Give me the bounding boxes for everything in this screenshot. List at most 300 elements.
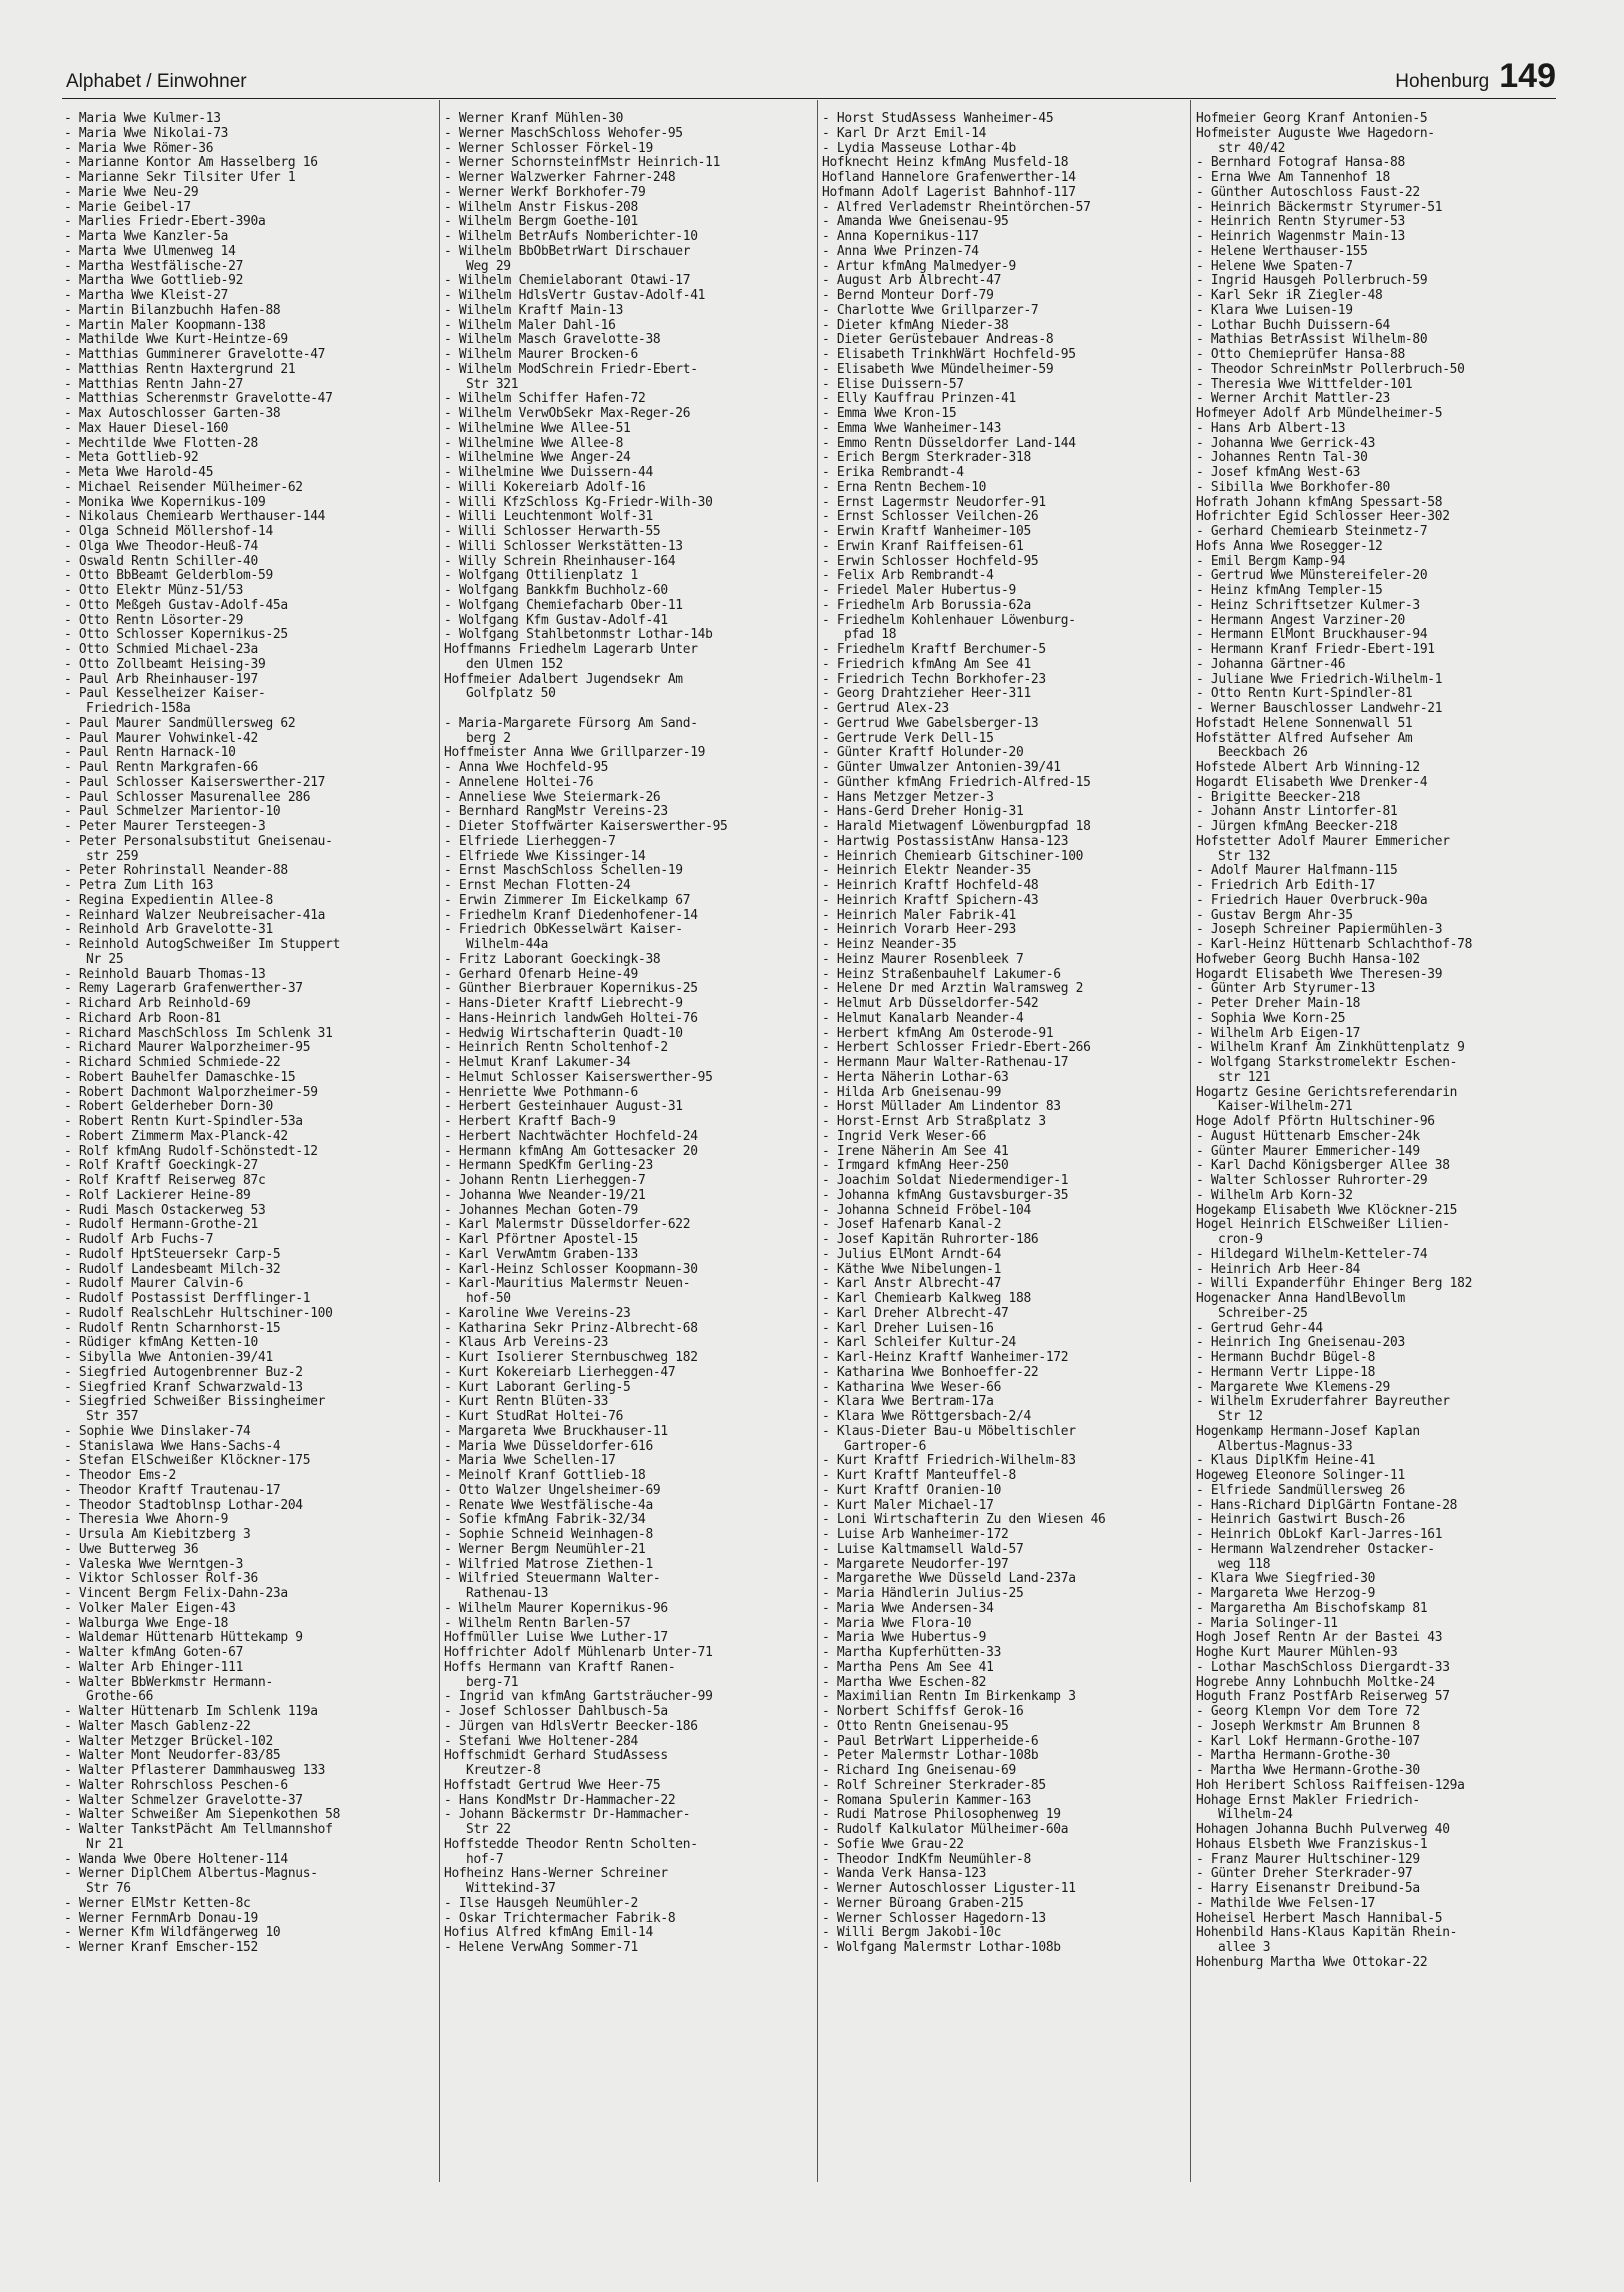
directory-entry: - Volker Maler Eigen-43 xyxy=(64,1601,236,1616)
directory-entry: - Heinrich Bäckermstr Styrumer-51 xyxy=(1196,200,1443,215)
directory-entry: Hoffschmidt Gerhard StudAssess xyxy=(444,1749,668,1764)
directory-entry: - Helene Wwe Spaten-7 xyxy=(1196,259,1353,274)
directory-entry: - Adolf Maurer Halfmann-115 xyxy=(1196,864,1398,879)
entry-column-4 xyxy=(1196,112,1562,1971)
directory-entry: - Werner Archit Mattler-23 xyxy=(1196,392,1390,407)
directory-entry: - Marta Wwe Ulmenweg 14 xyxy=(64,244,236,259)
directory-entry: - Hilda Arb Gneisenau-99 xyxy=(822,1085,1002,1100)
directory-entry: - Wolfgang Kfm Gustav-Adolf-41 xyxy=(444,613,668,628)
directory-entry: - Wanda Wwe Obere Holtener-114 xyxy=(64,1852,288,1867)
directory-entry: - Wilhelm Kraftf Main-13 xyxy=(444,303,624,318)
directory-entry: - Günther Autoschloss Faust-22 xyxy=(1196,185,1420,200)
directory-entry: - Wanda Verk Hansa-123 xyxy=(822,1867,987,1882)
directory-entry: - Julius ElMont Arndt-64 xyxy=(822,1247,1002,1262)
directory-entry: - Richard Ing Gneisenau-69 xyxy=(822,1764,1016,1778)
directory-entry: - Rudolf Maurer Calvin-6 xyxy=(64,1277,244,1292)
page-header xyxy=(62,58,1556,99)
directory-entry: - Herbert kfmAng Am Osterode-91 xyxy=(822,1026,1054,1041)
directory-entry: - Wilhelm Maler Dahl-16 xyxy=(444,318,616,333)
directory-entry: - Maximilian Rentn Im Birkenkamp 3 xyxy=(822,1690,1076,1705)
directory-entry: - Johann Anstr Lintorfer-81 xyxy=(1196,805,1398,820)
directory-entry: - Helmut Kranf Lakumer-34 xyxy=(444,1056,631,1070)
directory-entry: Hofs Anna Wwe Rosegger-12 xyxy=(1196,539,1383,554)
directory-entry: - Mathias BetrAssist Wilhelm-80 xyxy=(1196,333,1428,348)
directory-entry: - Friedrich Hauer Overbruck-90a xyxy=(1196,893,1428,908)
directory-entry: - Erwin Kranf Raiffeisen-61 xyxy=(822,539,1024,554)
entry-continuation: berg-71 xyxy=(466,1675,519,1690)
directory-entry: - Hermann Kranf Friedr-Ebert-191 xyxy=(1196,643,1435,657)
directory-entry: - Harald Mietwagenf Löwenburgpfad 18 xyxy=(822,820,1091,834)
directory-entry: Hogenkamp Hermann-Josef Kaplan xyxy=(1196,1424,1420,1439)
directory-entry: - Heinrich Vorarb Heer-293 xyxy=(822,923,1016,938)
directory-entry: - Rudolf Hermann-Grothe-21 xyxy=(64,1218,258,1233)
directory-entry: - Klara Wwe Luisen-19 xyxy=(1196,303,1353,318)
directory-entry: - Theodor Ems-2 xyxy=(64,1469,176,1483)
column-divider xyxy=(817,100,818,2182)
directory-entry: - Ingrid Hausgeh Pollerbruch-59 xyxy=(1196,274,1428,289)
directory-entry: - Hermann Angest Varziner-20 xyxy=(1196,613,1405,628)
directory-entry: - Theodor SchreinMstr Pollerbruch-50 xyxy=(1196,362,1465,377)
directory-entry: - Emma Wwe Wanheimer-143 xyxy=(822,421,1002,436)
directory-entry: - Wilhelm Masch Gravelotte-38 xyxy=(444,333,661,348)
directory-entry: - Martha Wwe Kleist-27 xyxy=(64,289,229,303)
directory-entry: - Gertrud Alex-23 xyxy=(822,702,949,716)
entry-continuation: Nr 21 xyxy=(86,1837,124,1852)
entry-continuation: hof-7 xyxy=(466,1852,504,1867)
directory-entry: - Herbert Nachtwächter Hochfeld-24 xyxy=(444,1129,698,1144)
directory-entry: - Vincent Bergm Felix-Dahn-23a xyxy=(64,1587,288,1601)
directory-entry: - Rudolf Kalkulator Mülheimer-60a xyxy=(822,1823,1069,1837)
directory-entry: - Peter Dreher Main-18 xyxy=(1196,997,1361,1011)
directory-entry: - Erwin Schlosser Hochfeld-95 xyxy=(822,554,1039,569)
entry-continuation: cron-9 xyxy=(1218,1233,1263,1247)
directory-entry: - Rudolf RealschLehr Hultschiner-100 xyxy=(64,1306,333,1321)
directory-entry: - Horst-Ernst Arb Straßplatz 3 xyxy=(822,1115,1046,1129)
directory-entry: - Katharina Sekr Prinz-Albrecht-68 xyxy=(444,1321,698,1336)
directory-entry: - Karl Anstr Albrecht-47 xyxy=(822,1277,1002,1292)
directory-entry: - Walter Arb Ehinger-111 xyxy=(64,1660,244,1675)
directory-entry: - Johanna Gärtner-46 xyxy=(1196,657,1346,672)
directory-entry: - Theodor Kraftf Trautenau-17 xyxy=(64,1483,281,1498)
directory-entry: - Max Hauer Diesel-160 xyxy=(64,421,229,436)
directory-entry: - Margarethe Wwe Düsseld Land-237a xyxy=(822,1572,1076,1587)
directory-entry: - Gertrud Wwe Gabelsberger-13 xyxy=(822,716,1039,731)
directory-entry: - Mathilde Wwe Felsen-17 xyxy=(1196,1896,1376,1911)
directory-entry: Hogenacker Anna HandlBevollm xyxy=(1196,1292,1405,1306)
directory-entry: - Reinhold Arb Gravelotte-31 xyxy=(64,923,273,938)
directory-entry: - Rudolf Postassist Derfflinger-1 xyxy=(64,1292,311,1306)
page-number: 149 xyxy=(1499,57,1556,95)
directory-entry: - Ernst Lagermstr Neudorfer-91 xyxy=(822,495,1046,510)
entry-continuation: Golfplatz 50 xyxy=(466,687,556,702)
directory-entry: Hogartz Gesine Gerichtsreferendarin xyxy=(1196,1085,1458,1100)
directory-entry: - Heinz Neander-35 xyxy=(822,938,957,952)
directory-entry: - Robert Dachmont Walporzheimer-59 xyxy=(64,1085,318,1100)
directory-entry: - Martha Wwe Hermann-Grothe-30 xyxy=(1196,1764,1420,1778)
directory-entry: - Johann Rentn Lierheggen-7 xyxy=(444,1174,646,1188)
directory-entry: - Willi Expanderführ Ehinger Berg 182 xyxy=(1196,1277,1473,1292)
entry-continuation: Grothe-66 xyxy=(86,1690,154,1705)
directory-entry: - Stefani Wwe Holtener-284 xyxy=(444,1734,638,1749)
directory-entry: - Hans-Dieter Kraftf Liebrecht-9 xyxy=(444,997,683,1011)
directory-entry: - Rudi Masch Ostackerweg 53 xyxy=(64,1203,266,1218)
directory-entry: Hohaus Elsbeth Wwe Franziskus-1 xyxy=(1196,1837,1428,1852)
directory-entry: - Herta Näherin Lothar-63 xyxy=(822,1070,1009,1085)
directory-entry: - Willi Schlosser Herwarth-55 xyxy=(444,525,661,539)
directory-entry: - Oswald Rentn Schiller-40 xyxy=(64,554,258,569)
directory-entry: - Wolfgang Stahlbetonmstr Lothar-14b xyxy=(444,628,713,643)
directory-entry: - Wilhelmine Wwe Anger-24 xyxy=(444,451,631,466)
directory-entry: - Wilhelmine Wwe Allee-51 xyxy=(444,421,631,436)
directory-entry: - Friedel Maler Hubertus-9 xyxy=(822,584,1016,598)
directory-entry: - Martha Westfälische-27 xyxy=(64,259,244,274)
directory-entry: - Otto Chemieprüfer Hansa-88 xyxy=(1196,348,1405,362)
directory-entry: Hohenburg Martha Wwe Ottokar-22 xyxy=(1196,1955,1428,1970)
directory-entry: - Wilfried Steuermann Walter- xyxy=(444,1572,661,1587)
directory-entry: - Otto Rentn Gneisenau-95 xyxy=(822,1719,1009,1734)
directory-entry: - Heinz Maurer Rosenbleek 7 xyxy=(822,952,1024,967)
directory-entry: - Wilhelm Maurer Kopernikus-96 xyxy=(444,1601,668,1616)
directory-entry: - Werner ElMstr Ketten-8c xyxy=(64,1896,251,1911)
entry-continuation: Str 357 xyxy=(86,1410,139,1424)
directory-entry: - Marlies Friedr-Ebert-390a xyxy=(64,215,266,230)
directory-entry: - Johann Bäckermstr Dr-Hammacher- xyxy=(444,1808,691,1823)
directory-entry: - Elly Kauffrau Prinzen-41 xyxy=(822,392,1016,407)
directory-entry: - Erna Rentn Bechem-10 xyxy=(822,480,987,495)
directory-entry: - Heinrich Rentn Scholtenhof-2 xyxy=(444,1041,668,1056)
directory-entry: - Oskar Trichtermacher Fabrik-8 xyxy=(444,1911,676,1926)
directory-entry: Hofmeyer Adolf Arb Mündelheimer-5 xyxy=(1196,407,1443,421)
directory-entry: - Joseph Werkmstr Am Brunnen 8 xyxy=(1196,1719,1420,1734)
directory-entry: - Karl Sekr iR Ziegler-48 xyxy=(1196,289,1383,303)
directory-entry: Hofstadt Helene Sonnenwall 51 xyxy=(1196,716,1413,731)
directory-entry: - Nikolaus Chemiearb Werthauser-144 xyxy=(64,510,326,525)
entry-continuation: weg 118 xyxy=(1218,1557,1271,1572)
directory-entry: - Kurt Maler Michael-17 xyxy=(822,1498,994,1513)
directory-entry: Hohagen Johanna Buchh Pulverweg 40 xyxy=(1196,1823,1450,1837)
running-head xyxy=(1395,57,1556,96)
directory-entry: - Reinhold Bauarb Thomas-13 xyxy=(64,967,266,982)
directory-entry: - Marie Geibel-17 xyxy=(64,200,191,215)
directory-entry: - Wilhelm BetrAufs Nomberichter-10 xyxy=(444,230,698,244)
directory-entry: - Wilhelm VerwObSekr Max-Reger-26 xyxy=(444,407,691,421)
directory-entry: - Fritz Laborant Goeckingk-38 xyxy=(444,952,661,967)
directory-entry: - Wilhelm Maurer Brocken-6 xyxy=(444,348,638,362)
directory-entry: - Wilhelm Schiffer Hafen-72 xyxy=(444,392,646,407)
directory-entry: - Martha Hermann-Grothe-30 xyxy=(1196,1749,1390,1764)
directory-entry: - Lydia Masseuse Lothar-4b xyxy=(822,141,1016,156)
directory-entry: - Klaus Arb Vereins-23 xyxy=(444,1336,609,1351)
directory-entry: - Gertrud Wwe Münstereifeler-20 xyxy=(1196,569,1428,584)
directory-entry: - Werner FernmArb Donau-19 xyxy=(64,1911,258,1926)
directory-entry: - Karl VerwAmtm Graben-133 xyxy=(444,1247,638,1262)
directory-entry: - Helmut Arb Düsseldorfer-542 xyxy=(822,997,1039,1011)
directory-entry: - Romana Spulerin Kammer-163 xyxy=(822,1793,1031,1808)
entry-continuation: Str 132 xyxy=(1218,849,1271,864)
directory-entry: - Günter Arb Styrumer-13 xyxy=(1196,982,1376,997)
directory-entry: - Karl Dreher Albrecht-47 xyxy=(822,1306,1009,1321)
directory-entry: - Lothar Buchh Duissern-64 xyxy=(1196,318,1390,333)
directory-entry: - Heinrich Ing Gneisenau-203 xyxy=(1196,1336,1405,1351)
directory-entry: - Wolfgang Ottilienplatz 1 xyxy=(444,569,638,584)
directory-entry: - Wilhelm BbObBetrWart Dirschauer xyxy=(444,244,691,259)
directory-entry: - Horst Müllader Am Lindentor 83 xyxy=(822,1100,1061,1115)
place-name: Hohenburg xyxy=(1395,71,1490,92)
directory-entry: - Rudolf HptSteuersekr Carp-5 xyxy=(64,1247,281,1262)
directory-entry: - Charlotte Wwe Grillparzer-7 xyxy=(822,303,1039,318)
directory-entry: - Maria Händlerin Julius-25 xyxy=(822,1587,1024,1601)
directory-entry: - Richard Maurer Walporzheimer-95 xyxy=(64,1041,311,1056)
directory-entry: - Martha Wwe Eschen-82 xyxy=(822,1675,987,1690)
directory-entry: - Dieter kfmAng Nieder-38 xyxy=(822,318,1009,333)
directory-entry: - Wilhelm ModSchrein Friedr-Ebert- xyxy=(444,362,698,377)
directory-entry: - Hermann Buchdr Bügel-8 xyxy=(1196,1351,1376,1365)
directory-entry: - Paul Schlosser Kaiserswerther-217 xyxy=(64,775,326,790)
directory-entry: - August Arb Albrecht-47 xyxy=(822,274,1002,289)
directory-entry: - Herbert Kraftf Bach-9 xyxy=(444,1115,616,1129)
directory-entry: - Richard Arb Roon-81 xyxy=(64,1011,221,1026)
directory-entry: - Wilhelm Anstr Fiskus-208 xyxy=(444,200,638,215)
directory-entry: - Otto Rentn Lösorter-29 xyxy=(64,613,244,628)
directory-entry: - Wilhelm Rentn Barlen-57 xyxy=(444,1616,631,1631)
entry-column-3 xyxy=(822,112,1188,1956)
directory-entry: Hogeweg Eleonore Solinger-11 xyxy=(1196,1469,1405,1483)
directory-entry: - Johanna Wwe Neander-19/21 xyxy=(444,1188,646,1203)
directory-entry: - Klara Wwe Siegfried-30 xyxy=(1196,1572,1376,1587)
directory-entry: - Günther Bierbrauer Kopernikus-25 xyxy=(444,982,698,997)
directory-entry: - Willi Leuchtenmont Wolf-31 xyxy=(444,510,653,525)
directory-entry: - Annelene Holtei-76 xyxy=(444,775,594,790)
directory-entry: - Rudolf Arb Fuchs-7 xyxy=(64,1233,214,1247)
directory-entry: - Elisabeth TrinkhWärt Hochfeld-95 xyxy=(822,348,1076,362)
directory-entry: - Wilfried Matrose Ziethen-1 xyxy=(444,1557,653,1572)
directory-entry: - Bernhard Fotograf Hansa-88 xyxy=(1196,156,1405,171)
column-divider xyxy=(1190,100,1191,2182)
directory-entry: - Johanna Schneid Fröbel-104 xyxy=(822,1203,1031,1218)
directory-entry: - Remy Lagerarb Grafenwerther-37 xyxy=(64,982,303,997)
directory-entry: - Josef Schlosser Dahlbusch-5a xyxy=(444,1705,668,1719)
directory-entry: - Hermann Maur Walter-Rathenau-17 xyxy=(822,1056,1069,1070)
directory-entry: - Maria Wwe Flora-10 xyxy=(822,1616,972,1631)
directory-entry: - Kurt Kraftf Friedrich-Wilhelm-83 xyxy=(822,1454,1076,1469)
directory-entry: - Werner SchornsteinfMstr Heinrich-11 xyxy=(444,156,721,171)
directory-entry: - Siegfried Schweißer Bissingheimer xyxy=(64,1395,326,1410)
directory-entry: - Paul Maurer Sandmüllersweg 62 xyxy=(64,716,296,731)
directory-entry: Hoge Adolf Pförtn Hultschiner-96 xyxy=(1196,1115,1435,1129)
directory-entry: - Ernst MaschSchloss Schellen-19 xyxy=(444,864,683,879)
directory-entry: - Kurt Kraftf Oranien-10 xyxy=(822,1483,1002,1498)
directory-entry: - Karl-Heinz Schlosser Koopmann-30 xyxy=(444,1262,698,1277)
directory-entry: - Ernst Mechan Flotten-24 xyxy=(444,879,631,893)
directory-entry: Hohage Ernst Makler Friedrich- xyxy=(1196,1793,1420,1808)
directory-entry: - Willy Schrein Rheinhauser-164 xyxy=(444,554,676,569)
directory-entry: - Maria Wwe Kulmer-13 xyxy=(64,112,221,126)
directory-entry: - Walter Pflasterer Dammhausweg 133 xyxy=(64,1764,326,1778)
directory-entry: - Günter Kraftf Holunder-20 xyxy=(822,746,1024,761)
directory-entry: - Hans-Richard DiplGärtn Fontane-28 xyxy=(1196,1498,1458,1513)
directory-entry: - Rolf Lackierer Heine-89 xyxy=(64,1188,251,1203)
directory-entry: Hofstätter Alfred Aufseher Am xyxy=(1196,731,1413,746)
directory-entry: Hoffrichter Adolf Mühlenarb Unter-71 xyxy=(444,1646,713,1660)
directory-entry: - Hedwig Wirtschafterin Quadt-10 xyxy=(444,1026,683,1041)
directory-entry: - Walter Schweißer Am Siepenkothen 58 xyxy=(64,1808,341,1823)
directory-entry: - Klara Wwe Bertram-17a xyxy=(822,1395,994,1410)
directory-entry: - Kurt StudRat Holtei-76 xyxy=(444,1410,624,1424)
directory-entry: - Alfred Verlademstr Rheintörchen-57 xyxy=(822,200,1091,215)
directory-entry: - Loni Wirtschafterin Zu den Wiesen 46 xyxy=(822,1513,1106,1528)
directory-entry: - Walter Hüttenarb Im Schlenk 119a xyxy=(64,1705,318,1719)
entry-continuation: Wilhelm-24 xyxy=(1218,1808,1293,1823)
entry-continuation: Schreiber-25 xyxy=(1218,1306,1308,1321)
directory-entry: - Mathilde Wwe Kurt-Heintze-69 xyxy=(64,333,288,348)
directory-entry: - Martin Bilanzbuchh Hafen-88 xyxy=(64,303,281,318)
directory-entry: - Robert Gelderheber Dorn-30 xyxy=(64,1100,273,1115)
directory-entry: - Katharina Wwe Weser-66 xyxy=(822,1380,1002,1395)
directory-entry: Hoffstadt Gertrud Wwe Heer-75 xyxy=(444,1778,661,1793)
directory-entry: - Heinrich Kraftf Spichern-43 xyxy=(822,893,1039,908)
directory-entry: - Werner Werkf Borkhofer-79 xyxy=(444,185,646,200)
directory-entry: - Helene Dr med Ärztin Walramsweg 2 xyxy=(822,982,1084,997)
directory-entry: - Rolf Kraftf Goeckingk-27 xyxy=(64,1159,258,1174)
directory-entry: - Günther kfmAng Friedrich-Alfred-15 xyxy=(822,775,1091,790)
entry-continuation: Str 12 xyxy=(1218,1410,1263,1424)
entry-continuation: str 121 xyxy=(1218,1070,1271,1085)
directory-entry: - Maria-Margarete Fürsorg Am Sand- xyxy=(444,716,698,731)
directory-entry: - Otto Zollbeamt Heising-39 xyxy=(64,657,266,672)
directory-entry: - Willi Bergm Jakobi-10c xyxy=(822,1926,1002,1941)
directory-entry: Hofweber Georg Buchh Hansa-102 xyxy=(1196,952,1420,967)
directory-entry: - Hans Arb Albert-13 xyxy=(1196,421,1346,436)
directory-entry: - Renate Wwe Westfälische-4a xyxy=(444,1498,653,1513)
directory-entry: - Margarete Neudorfer-197 xyxy=(822,1557,1009,1572)
directory-entry: - Friedhelm Arb Borussia-62a xyxy=(822,598,1031,613)
directory-entry: - Gertrude Verk Dell-15 xyxy=(822,731,994,746)
directory-entry: - Uwe Butterweg 36 xyxy=(64,1542,199,1557)
directory-entry: - Gertrud Gehr-44 xyxy=(1196,1321,1323,1336)
directory-entry: - Herbert Gesteinhauer August-31 xyxy=(444,1100,683,1115)
directory-entry: - Karl Malermstr Düsseldorfer-622 xyxy=(444,1218,691,1233)
directory-entry: - Henriette Wwe Pothmann-6 xyxy=(444,1085,638,1100)
directory-entry: - Johanna kfmAng Gustavsburger-35 xyxy=(822,1188,1069,1203)
directory-entry: Hofstetter Adolf Maurer Emmericher xyxy=(1196,834,1450,849)
directory-entry: Hogrebe Anny Lohnbuchh Moltke-24 xyxy=(1196,1675,1435,1690)
directory-entry: - Johanna Wwe Gerrick-43 xyxy=(1196,436,1376,451)
directory-entry: - Hans KondMstr Dr-Hammacher-22 xyxy=(444,1793,676,1808)
directory-entry: - Gustav Bergm Ahr-35 xyxy=(1196,908,1353,923)
directory-entry: Hofmeier Georg Kranf Antonien-5 xyxy=(1196,112,1428,126)
directory-entry: - Walter TankstPächt Am Tellmannshof xyxy=(64,1823,333,1837)
directory-entry: - Paul Kesselheizer Kaiser- xyxy=(64,687,266,702)
directory-entry: - Wilhelmine Wwe Allee-8 xyxy=(444,436,624,451)
directory-entry: Hogekamp Elisabeth Wwe Klöckner-215 xyxy=(1196,1203,1458,1218)
directory-entry: - Erwin Kraftf Wanheimer-105 xyxy=(822,525,1031,539)
directory-entry: - Anna Wwe Hochfeld-95 xyxy=(444,761,609,775)
directory-entry: - Rudi Matrose Philosophenweg 19 xyxy=(822,1808,1061,1823)
directory-entry: - Margareta Wwe Herzog-9 xyxy=(1196,1587,1376,1601)
directory-entry: - Hans-Gerd Dreher Honig-31 xyxy=(822,805,1024,820)
directory-entry: - Max Autoschlosser Garten-38 xyxy=(64,407,281,421)
directory-entry: - Walburga Wwe Enge-18 xyxy=(64,1616,229,1631)
directory-entry: Hoh Heribert Schloss Raiffeisen-129a xyxy=(1196,1778,1465,1793)
directory-entry: - Peter Rohrinstall Neander-88 xyxy=(64,864,288,879)
directory-entry: - Amanda Wwe Gneisenau-95 xyxy=(822,215,1009,230)
directory-entry: - Mechtilde Wwe Flotten-28 xyxy=(64,436,258,451)
directory-entry: - Maria Wwe Schellen-17 xyxy=(444,1454,616,1469)
directory-entry: - Reinhold AutogSchweißer Im Stuppert xyxy=(64,938,341,952)
directory-entry: Hohenbild Hans-Klaus Kapitän Rhein- xyxy=(1196,1926,1458,1941)
directory-entry: - Horst StudAssess Wanheimer-45 xyxy=(822,112,1054,126)
directory-entry: - Werner Büroang Graben-215 xyxy=(822,1896,1024,1911)
directory-entry: - Lothar MaschSchloss Diergardt-33 xyxy=(1196,1660,1450,1675)
directory-entry: - Maria Wwe Andersen-34 xyxy=(822,1601,994,1616)
directory-entry: - Friedrich ObKesselwärt Kaiser- xyxy=(444,923,683,938)
directory-entry: - Theresia Wwe Ahorn-9 xyxy=(64,1513,229,1528)
directory-entry: - Stefan ElSchweißer Klöckner-175 xyxy=(64,1454,311,1469)
directory-entry: - Emma Wwe Kron-15 xyxy=(822,407,957,421)
directory-entry: - Marianne Sekr Tilsiter Ufer 1 xyxy=(64,171,296,185)
directory-entry: Hoguth Franz PostfArb Reiserweg 57 xyxy=(1196,1690,1450,1705)
directory-entry: - Maria Wwe Hubertus-9 xyxy=(822,1631,987,1646)
directory-entry: - Wilhelm Chemielaborant Otawi-17 xyxy=(444,274,691,289)
directory-entry: Hofheinz Hans-Werner Schreiner xyxy=(444,1867,668,1882)
directory-entry: - Sibilla Wwe Borkhofer-80 xyxy=(1196,480,1390,495)
directory-entry: - Hermann SpedKfm Gerling-23 xyxy=(444,1159,653,1174)
directory-entry: - Kurt Kraftf Manteuffel-8 xyxy=(822,1469,1016,1483)
directory-entry: - Michael Reisender Mülheimer-62 xyxy=(64,480,303,495)
directory-entry: - Valeska Wwe Werntgen-3 xyxy=(64,1557,244,1572)
directory-entry: - Bernhard RangMstr Vereins-23 xyxy=(444,805,668,820)
entry-continuation: hof-50 xyxy=(466,1292,511,1306)
directory-entry: - Johannes Mechan Goten-79 xyxy=(444,1203,638,1218)
directory-entry: - Heinz Schriftsetzer Kulmer-3 xyxy=(1196,598,1420,613)
entry-continuation: allee 3 xyxy=(1218,1941,1271,1955)
directory-entry: - Wilhelm Arb Korn-32 xyxy=(1196,1188,1353,1203)
directory-entry: - Harry Eisenanstr Dreibund-5a xyxy=(1196,1882,1420,1896)
directory-entry: - Wilhelm Exruderfahrer Bayreuther xyxy=(1196,1395,1450,1410)
directory-entry: - Rolf Kraftf Reiserweg 87c xyxy=(64,1174,266,1188)
directory-entry: - Otto Schmied Michael-23a xyxy=(64,643,258,657)
directory-entry: - Reinhard Walzer Neubreisacher-41a xyxy=(64,908,326,923)
directory-entry: - Sophie Schneid Weinhagen-8 xyxy=(444,1528,653,1542)
directory-entry: - Otto Rentn Kurt-Spindler-81 xyxy=(1196,687,1413,702)
directory-entry: - Heinrich Kraftf Hochfeld-48 xyxy=(822,879,1039,893)
directory-entry: - Wilhelm Bergm Goethe-101 xyxy=(444,215,638,230)
directory-entry: - Josef Hafenarb Kanal-2 xyxy=(822,1218,1002,1233)
directory-entry: - Helene VerwAng Sommer-71 xyxy=(444,1941,638,1955)
directory-entry: - Hermann Walzendreher Ostacker- xyxy=(1196,1542,1435,1557)
directory-entry: - Bernd Monteur Dorf-79 xyxy=(822,289,994,303)
directory-entry: - Werner Bauschlosser Landwehr-21 xyxy=(1196,702,1443,716)
directory-entry: Hogh Josef Rentn Ar der Bastei 43 xyxy=(1196,1631,1443,1646)
directory-entry: - Sofie kfmAng Fabrik-32/34 xyxy=(444,1513,646,1528)
directory-entry: - Hartwig PostassistAnw Hansa-123 xyxy=(822,834,1069,849)
directory-entry: - Artur kfmAng Malmedyer-9 xyxy=(822,259,1016,274)
entry-continuation: Wittekind-37 xyxy=(466,1882,556,1896)
directory-entry: - Wolfgang Malermstr Lothar-108b xyxy=(822,1941,1061,1955)
directory-entry: - Robert Bauhelfer Damaschke-15 xyxy=(64,1070,296,1085)
directory-entry: - Helmut Schlosser Kaiserswerther-95 xyxy=(444,1070,713,1085)
directory-entry: - Walter Mont Neudorfer-83/85 xyxy=(64,1749,281,1764)
directory-entry: Hofmann Adolf Lagerist Bahnhof-117 xyxy=(822,185,1076,200)
directory-entry: - Paul Rentn Harnack-10 xyxy=(64,746,236,761)
directory-entry: - Martha Wwe Gottlieb-92 xyxy=(64,274,244,289)
directory-entry: - Paul Arb Rheinhauser-197 xyxy=(64,672,258,687)
directory-entry: - Margarete Wwe Klemens-29 xyxy=(1196,1380,1390,1395)
directory-entry: - Hermann ElMont Bruckhauser-94 xyxy=(1196,628,1428,643)
directory-entry: - Emil Bergm Kamp-94 xyxy=(1196,554,1346,569)
directory-entry: - Werner Kranf Mühlen-30 xyxy=(444,112,624,126)
directory-entry: Hofknecht Heinz kfmAng Musfeld-18 xyxy=(822,156,1069,171)
